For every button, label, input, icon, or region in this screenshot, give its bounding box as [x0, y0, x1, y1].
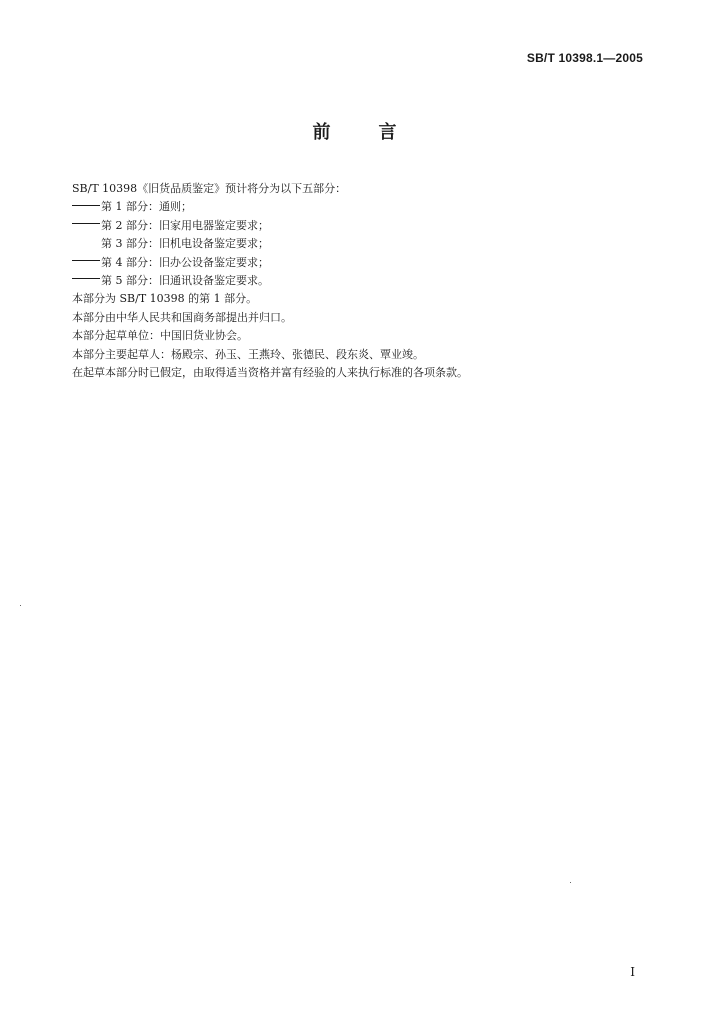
paragraph-drafting-unit: 本部分起草单位：中国旧货业协会。 [72, 329, 248, 343]
paragraph-part-statement: 本部分为 SB/T 10398 的第 1 部分。 [72, 292, 258, 306]
page-number: I [630, 965, 635, 979]
em-dash-marker [72, 260, 100, 261]
part-item-5 [72, 272, 652, 290]
standard-number: SB/T 10398.1—2005 [526, 51, 643, 65]
paragraph-assumption: 在起草本部分时已假定，由取得适当资格并富有经验的人来执行标准的各项条款。 [72, 365, 468, 379]
em-dash-marker [72, 205, 100, 206]
foreword-body [72, 180, 652, 382]
part-item-text: 第 1 部分：通则； [101, 200, 192, 214]
scan-speck [570, 882, 571, 883]
intro-paragraph: SB/T 10398《旧货品质鉴定》预计将分为以下五部分： [72, 182, 347, 195]
part-item-2 [72, 217, 652, 235]
part-item-text: 第 5 部分：旧通讯设备鉴定要求。 [101, 273, 269, 287]
em-dash-marker [72, 223, 100, 224]
scan-speck [20, 605, 21, 606]
paragraph-drafters: 本部分主要起草人：杨殿宗、孙玉、王燕玲、张德民、段东炎、覃业竣。 [72, 347, 424, 361]
page-title [0, 118, 709, 144]
title-char-1: 前 [312, 122, 331, 143]
part-item-3 [72, 235, 652, 253]
part-item-1 [72, 198, 652, 216]
part-item-text: 第 3 部分：旧机电设备鉴定要求； [101, 237, 269, 251]
part-item-4 [72, 254, 652, 272]
part-item-text: 第 2 部分：旧家用电器鉴定要求； [101, 218, 269, 232]
part-item-text: 第 4 部分：旧办公设备鉴定要求； [101, 255, 269, 269]
em-dash-marker [72, 278, 100, 279]
title-char-2: 言 [378, 122, 397, 143]
paragraph-proposer: 本部分由中华人民共和国商务部提出并归口。 [72, 310, 292, 324]
